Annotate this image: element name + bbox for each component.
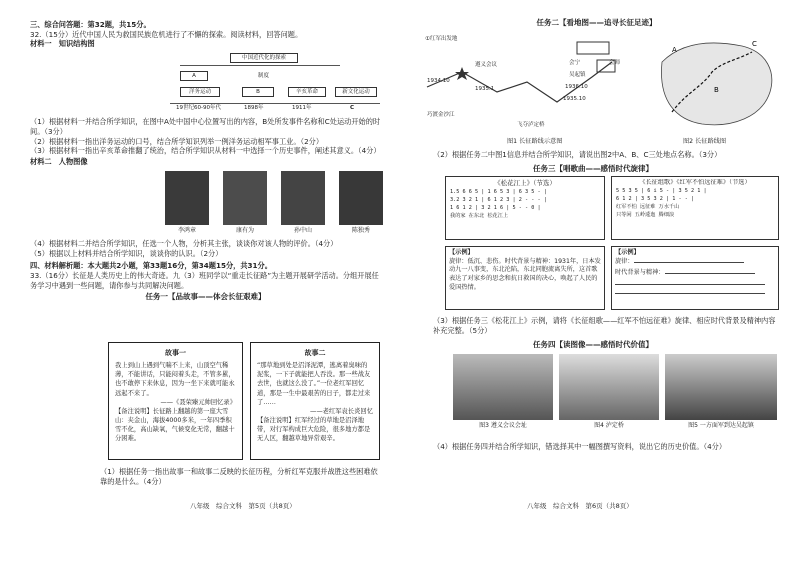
story2-source: ——老红军袁长炎回忆 — [310, 407, 373, 415]
photo-luding-bridge: 图4 泸定桥 — [559, 354, 659, 420]
story2-box — [250, 342, 380, 460]
song2-score-2: 6 1 2 | 3 5 3 2 | 1 - - | — [616, 196, 695, 203]
right-footer: 八年级 综合文科 第6页（共8页） — [527, 502, 633, 511]
q33-4: （4）根据任务四并结合所学知识，错选择其中一幅图撰写资料，说出它的历史价值。（4分） — [433, 442, 727, 451]
q32-2: （2）根据材料一指出洋务运动的口号，结合所学知识列举一例洋务运动相军事工业。（2分） — [30, 136, 324, 146]
task4-title: 任务四【读图像——感悟时代价值】 — [533, 340, 653, 349]
map-label-10: 1936.10 — [565, 84, 588, 90]
star-icon — [455, 67, 469, 80]
axis-label-3: 1911年 — [292, 105, 312, 112]
svg-text:A: A — [672, 46, 677, 54]
story1-note: 【备注说明】长征路上翻越的第一座大雪山：夹金山，海拔4000多米，一年四季积雪不化，高山缺氧，气候变化无常，翻越十分困难。 — [115, 407, 235, 443]
map-label-11: 会师 — [609, 60, 621, 66]
q33-2: （2）根据任务二中图1信息并结合所学知识，请说出图2中A、B、C三处地点名称。（3分） — [433, 150, 722, 159]
svg-text:C: C — [752, 40, 757, 48]
photo-wuqi-town: 图5 一方面军到达吴起镇 — [665, 354, 777, 420]
portraits-row — [30, 167, 381, 239]
axis-label-2: 1898年 — [244, 105, 264, 112]
story1-box — [108, 342, 243, 460]
story2-text: “那草地到处是沼泽泥潭，逃离着臭味的泥浆，一下子就能把人吞没。那一些战友去世，也就这么没了。”一位老红军回忆道，那是一生中最艰苦的日子，都走过来了…… — [257, 362, 371, 406]
song1-score-1: 1.5 6 6 5 | 1 6 5 3 | 6 3 5 - | — [450, 188, 547, 195]
example2-melody: 旋律： — [615, 258, 775, 267]
q32-3: （3）根据材料一指出辛亥革命推翻了统治，结合所学知识从材料一中选择一个历史事件，阐述其意义。（4分） — [30, 146, 381, 156]
map-label-9: 会宁 — [569, 60, 581, 66]
q32-5: （5）根据以上材料并结合所学知识，谈谈你的认识。（2分） — [30, 248, 223, 258]
q32-questions — [30, 117, 381, 157]
song2-title: 《长征组歌》《红军不怕远征难》（节选） — [639, 179, 751, 186]
task3-title: 任务三【唱歌曲——感悟时代旋律】 — [533, 164, 653, 173]
diagram-xinhai: 辛亥革命 — [288, 87, 326, 97]
section4-title: 四、材料解析题：本大题共2小题，第33题16分，第34题15分，共31分。 — [30, 261, 272, 271]
example1-title: 【示例】 — [449, 249, 474, 256]
song2-lyric-2: 只等闲 五岭逶迤 腾细浪 — [616, 212, 675, 219]
diagram-b: 洋务运动 — [180, 87, 220, 97]
example2-background: 时代背景与精神： — [615, 269, 775, 278]
material1-label: 材料一 知识结构图 — [30, 39, 95, 49]
fig1-caption: 图1 长征路线示意图 — [507, 138, 563, 145]
song1-title: 《松花江上》（节选） — [494, 179, 556, 187]
story1-text: 我上到山上遇到气喘不上来，山顶空气稀薄，不能讲话，只能闷着头走，不管多累，也不敢停下来休息，因为一坐下来就可能永远起不来了。 — [115, 362, 235, 397]
portrait-chen-duxiu: 陈独秀 — [339, 171, 383, 225]
portrait-li-hongzhang: 李鸿章 — [165, 171, 209, 225]
diagram-a: A — [180, 71, 208, 81]
q32-intro: 32.（15分）近代中国人民为救国民族危机进行了不懈的探索。阅读材料，回答问题。 — [30, 29, 303, 39]
portrait-kang-youwei: 康有为 — [223, 171, 267, 225]
example2-box — [611, 246, 779, 310]
task1-title: 任务一【品故事——体会长征艰难】 — [145, 292, 266, 302]
photo-zunyi-meeting-site: 图3 遵义会议会址 — [453, 354, 553, 420]
map-label-3: 遵义会议 — [475, 62, 498, 68]
diagram-top: 中国近代化的探索 — [230, 53, 298, 63]
map-label-5: 巧渡金沙江 — [427, 112, 455, 118]
story1-title: 故事一 — [165, 349, 186, 357]
svg-text:B: B — [714, 86, 719, 94]
map-label-2: 1934.10 — [427, 78, 450, 84]
song1-score-3: 1 6 1 2 | 3 2 1 6 | 5 - - 0 | — [450, 204, 541, 211]
left-footer: 八年级 综合文科 第5页（共8页） — [190, 502, 296, 511]
fig2-caption: 图2 长征路线图 — [683, 138, 727, 145]
q33-3: （3）根据任务三《松花江上》示例，请将《长征组歌——红军不怕远征难》旋律、相应时代背景及精神内容补充完整。（5分） — [433, 316, 776, 335]
q32-4: （4）根据材料二并结合所学知识，任选一个人物，分析其主张，谈谈你对该人物的评价。（4分） — [30, 238, 338, 248]
q32-1: （1）根据材料一并结合所学知识，在图中A处中国中心位置写出的内容，B处所发事件名称和C处运动开始的时间。（3分） — [30, 117, 381, 136]
diagram-zhidu: 制度 — [258, 73, 270, 80]
story1-source: ——《聂荣臻元帅回忆录》 — [160, 398, 236, 406]
example1-text: 旋律：低沉、悲伤。时代背景与精神：1931年，日本发动九一八事变，东北沦陷，东北同胞流离失所，这首歌表达了对家乡的思念和抗日救国的决心，唤起了人民的爱国热情。 — [449, 257, 601, 291]
map-label-8: 吴起镇 — [569, 72, 586, 78]
song1-box — [445, 176, 605, 240]
map-label-4: 1935.1 — [475, 86, 495, 92]
diagram-b-box: B — [242, 87, 274, 97]
song2-box — [611, 176, 779, 240]
song2-score-1: 5 5 3 5 | 6 i 5 - | 3 5 2 1 | — [616, 188, 707, 195]
song1-score-2: 3.2 3 2 1 | 6 1 2 3 | 2 - - - | — [450, 196, 547, 203]
story2-title: 故事二 — [304, 349, 326, 357]
story2-note: 【备注说明】红军经过的草地是沼泽地带，对行军构成巨大危险，很多地方都是无人区，翻越草地异常艰辛。 — [257, 416, 371, 443]
portrait-sun-zhongshan: 孙中山 — [281, 171, 325, 225]
song1-lyric: 我的家 在东北 松花江上 — [450, 212, 509, 219]
knowledge-diagram — [30, 51, 381, 113]
task2-title: 任务二【看地图——追寻长征足迹】 — [536, 18, 657, 27]
map-label-6: 飞夺泸定桥 — [517, 122, 545, 128]
material2-label: 材料二 人物图像 — [30, 157, 88, 167]
song2-lyric-1: 红军不怕 远征难 万水千山 — [616, 204, 680, 211]
q33-intro: 33.（16分）长征是人类历史上的伟大奇迹。九（3）班同学以“重走长征路”为主题开展研学活动。分组开展任务学习中遇到一些问题，请你参与共同解决问题。 — [30, 271, 379, 290]
example1-box — [445, 246, 605, 310]
axis-label-4: C — [350, 105, 355, 112]
long-march-map — [652, 32, 780, 132]
section3-title: 三、综合问答题：第32题，共15分。 — [30, 20, 151, 29]
right-page — [397, 0, 794, 561]
q33-1: （1）根据任务一指出故事一和故事二反映的长征历程，分析红军克服并战胜这些困难依靠的是什么。（4分） — [100, 467, 378, 486]
map-label-7: 1935.10 — [563, 96, 586, 102]
map-label-1: ①红军出发地 — [425, 36, 458, 42]
example2-title: 【示例】 — [615, 249, 640, 256]
axis-label-1: 19世纪60-90年代 — [176, 105, 221, 112]
diagram-xinwen: 新文化运动 — [335, 87, 377, 97]
